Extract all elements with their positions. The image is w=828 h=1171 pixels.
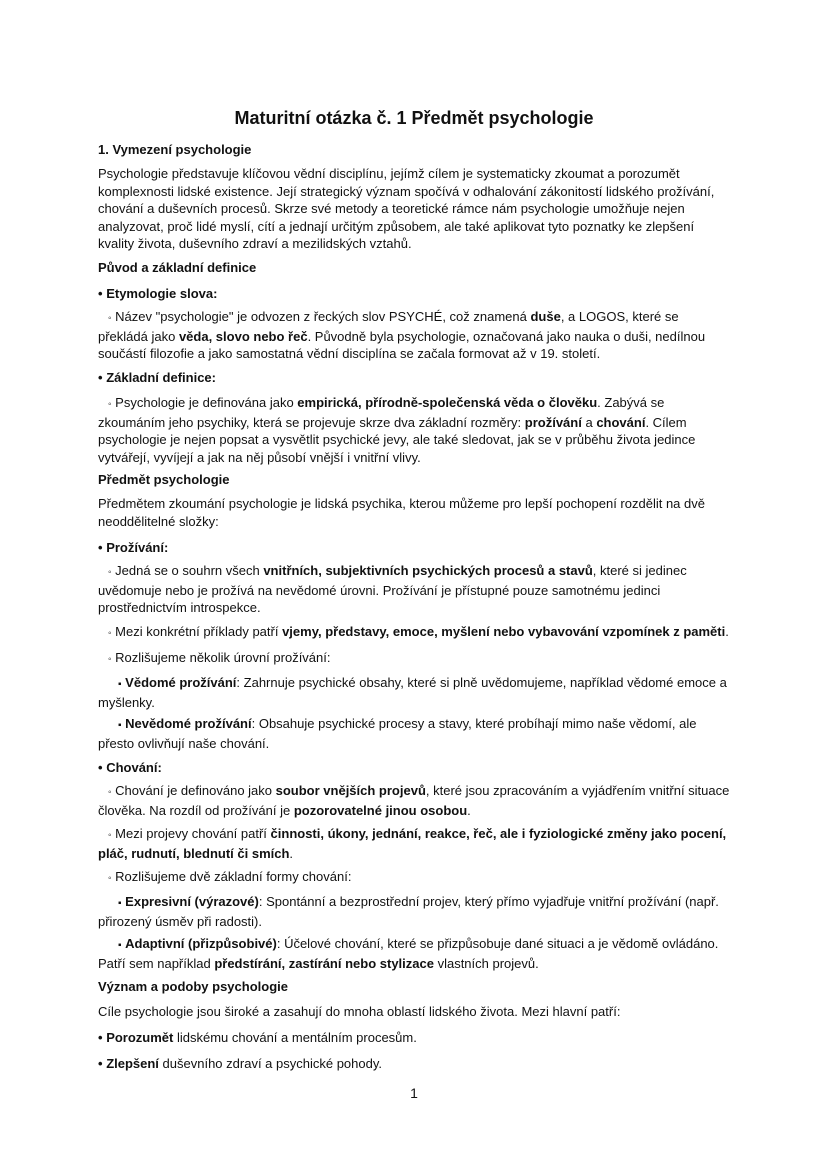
square-bullet-icon: ▪ — [118, 720, 122, 731]
text: Rozlišujeme dvě základní formy chování: — [115, 869, 352, 884]
circle-bullet-icon: ◦ — [108, 628, 112, 639]
heading-text: Předmět psychologie — [98, 472, 230, 487]
sub-sub-bullet-paragraph — [98, 674, 730, 711]
document-title: Maturitní otázka č. 1 Předmět psychologie — [234, 108, 594, 128]
bold-text: vjemy, představy, emoce, myšlení nebo vybavování vzpomínek z paměti — [282, 624, 726, 639]
bold-text: chování — [596, 414, 646, 430]
bullet-item — [98, 1029, 730, 1047]
bullet-item — [98, 539, 730, 557]
sub-bullet-paragraph — [98, 308, 730, 363]
sub-bullet-paragraph — [98, 649, 730, 669]
bullet-icon: • — [98, 1030, 103, 1045]
section-heading — [98, 471, 730, 489]
text: Psychologie je definována jako — [115, 395, 298, 410]
text: : Zahrnuje psychické obsahy, které si plně uvědomujeme, například vědomé emoce a myšlenky. — [98, 675, 727, 710]
circle-bullet-icon: ◦ — [108, 313, 112, 324]
text: Rozlišujeme několik úrovní prožívání: — [115, 650, 331, 665]
bullet-label: Základní definice: — [106, 370, 216, 385]
bold-text: Expresivní (výrazové) — [125, 894, 259, 909]
circle-bullet-icon: ◦ — [108, 830, 112, 841]
bullet-label: Chování: — [106, 760, 162, 775]
page-number: 1 — [410, 1085, 418, 1101]
bullet-icon: • — [98, 540, 103, 555]
square-bullet-icon: ▪ — [118, 898, 122, 909]
bold-text: Nevědomé prožívání — [125, 716, 252, 731]
bullet-item — [98, 285, 730, 303]
bold-text: empirická, přírodně-společenská věda o člověku — [297, 395, 598, 410]
bold-text: Vědomé prožívání — [125, 675, 237, 690]
bold-text: pozorovatelné jinou osobou — [293, 802, 468, 818]
section-heading — [98, 978, 730, 996]
bold-text: vnitřních, subjektivních psychických procesů a stavů — [263, 563, 593, 578]
sub-bullet-paragraph — [98, 782, 730, 819]
text: : Spontánní a bezprostřední projev, který přímo vyjadřuje vnitřní prožívání (např. přirozený úsměv při radosti). — [98, 894, 719, 929]
paragraph: Cíle psychologie jsou široké a zasahují do mnoha oblastí lidského života. Mezi hlavní patří: — [98, 1004, 621, 1019]
text: Jedná se o souhrn všech — [115, 563, 264, 578]
circle-bullet-icon: ◦ — [108, 654, 112, 665]
circle-bullet-icon: ◦ — [108, 787, 112, 798]
section-heading — [98, 259, 730, 277]
heading-text: Původ a základní definice — [98, 260, 257, 275]
sub-bullet-paragraph — [98, 562, 730, 617]
text: . — [467, 802, 471, 818]
square-bullet-icon: ▪ — [118, 679, 122, 690]
text: lidskému chování a mentálním procesům. — [173, 1030, 417, 1045]
bullet-label: Etymologie slova: — [106, 286, 218, 301]
bold-text: duše — [530, 309, 561, 324]
text: . Původně byla psychologie, označovaná jako nauka o duši, nedílnou součástí filozofie a jako samostatná vědní disciplína se začala formovat až v 19. století. — [98, 328, 706, 361]
text: , které si jedinec uvědomuje nebo je prožívá na nevědomé úrovni. Prožívání je přístupné pouze samotnému jedinci prostřednictvím introspekce. — [98, 563, 687, 615]
text: Mezi projevy chování patří — [115, 826, 271, 841]
intro-paragraph: Psychologie představuje klíčovou vědní disciplínu, jejímž cílem je systematicky zkoumat a porozumět komplexnosti lidské existence. Její strategický význam spočívá v odhalování zákonitostí lidského prožívání, chování a duševních procesů. Skrze své metody a teoretické rámce nám psychologie umožňuje nejen analyzovat, proč lidé myslí, cítí a jednají určitým způsobem, ale také aplikovat tyto poznatky ke zlepšení kvality života, duševního zdraví a mezilidských vztahů. — [98, 166, 715, 251]
bullet-icon: • — [98, 370, 103, 385]
bold-text: soubor vnějších projevů — [275, 783, 426, 798]
bold-text: činnosti, úkony, jednání, reakce, řeč, ale i fyziologické změny jako pocení, pláč, rudnutí, blednutí či smích — [98, 826, 727, 861]
sub-sub-bullet-paragraph — [98, 715, 730, 752]
sub-bullet-paragraph — [98, 623, 730, 643]
text: Mezi konkrétní příklady patří — [115, 624, 283, 639]
sub-sub-bullet-paragraph — [98, 893, 730, 930]
bullet-item — [98, 369, 730, 387]
bold-text: věda, slovo nebo řeč — [178, 328, 308, 344]
text: . Zabývá se zkoumáním jeho psychiky, která se projevuje skrze dva základní rozměry: — [98, 395, 665, 430]
bullet-icon: • — [98, 1056, 103, 1071]
text: , které jsou zpracováním a vyjádřením vnitřní situace člověka. Na rozdíl od prožívání je — [98, 783, 730, 818]
text: vlastních projevů. — [433, 955, 539, 971]
text: . — [289, 845, 294, 861]
bold-text: Adaptivní (přizpůsobivé) — [125, 936, 277, 951]
text: , a LOGOS, které se překládá jako — [98, 309, 679, 344]
text: duševního zdraví a psychické pohody. — [158, 1056, 382, 1071]
circle-bullet-icon: ◦ — [108, 399, 112, 410]
sub-bullet-paragraph — [98, 825, 730, 862]
bullet-icon: • — [98, 286, 103, 301]
text: Chování je definováno jako — [115, 783, 276, 798]
heading-text: Význam a podoby psychologie — [98, 979, 288, 994]
heading-text: 1. Vymezení psychologie — [98, 142, 252, 157]
bold-text: předstírání, zastírání nebo stylizace — [214, 955, 434, 971]
text: . Cílem psychologie je nejen popsat a vysvětlit psychické jevy, ale také sledovat, jak se v průběhu života jedince vytvářejí, vyvíjejí a jak na něj působí vnější i vnitřní vlivy. — [98, 414, 696, 465]
paragraph: Předmětem zkoumání psychologie je lidská psychika, kterou můžeme pro lepší pochopení rozdělit na dvě neoddělitelné složky: — [98, 496, 705, 529]
bullet-icon: • — [98, 760, 103, 775]
text: : Účelové chování, které se přizpůsobuje dané situaci a je vědomě ovládáno. Patří sem například — [98, 936, 719, 971]
text: : Obsahuje psychické procesy a stavy, které probíhají mimo naše vědomí, ale přesto ovlivňují naše chování. — [98, 716, 697, 751]
text: . — [725, 624, 729, 639]
bold-text: prožívání — [524, 414, 582, 430]
circle-bullet-icon: ◦ — [108, 567, 112, 578]
bold-text: Zlepšení — [106, 1056, 159, 1071]
bullet-item — [98, 759, 730, 777]
circle-bullet-icon: ◦ — [108, 873, 112, 884]
text: Název "psychologie" je odvozen z řeckých slov PSYCHÉ, což znamená — [115, 309, 531, 324]
square-bullet-icon: ▪ — [118, 940, 122, 951]
sub-bullet-paragraph — [98, 868, 730, 888]
section-heading — [98, 141, 730, 159]
sub-sub-bullet-paragraph — [98, 935, 730, 972]
bullet-label: Prožívání: — [106, 540, 169, 555]
bold-text: Porozumět — [106, 1030, 174, 1045]
bullet-item — [98, 1055, 730, 1073]
sub-bullet-paragraph — [98, 394, 730, 466]
text: a — [581, 414, 597, 430]
